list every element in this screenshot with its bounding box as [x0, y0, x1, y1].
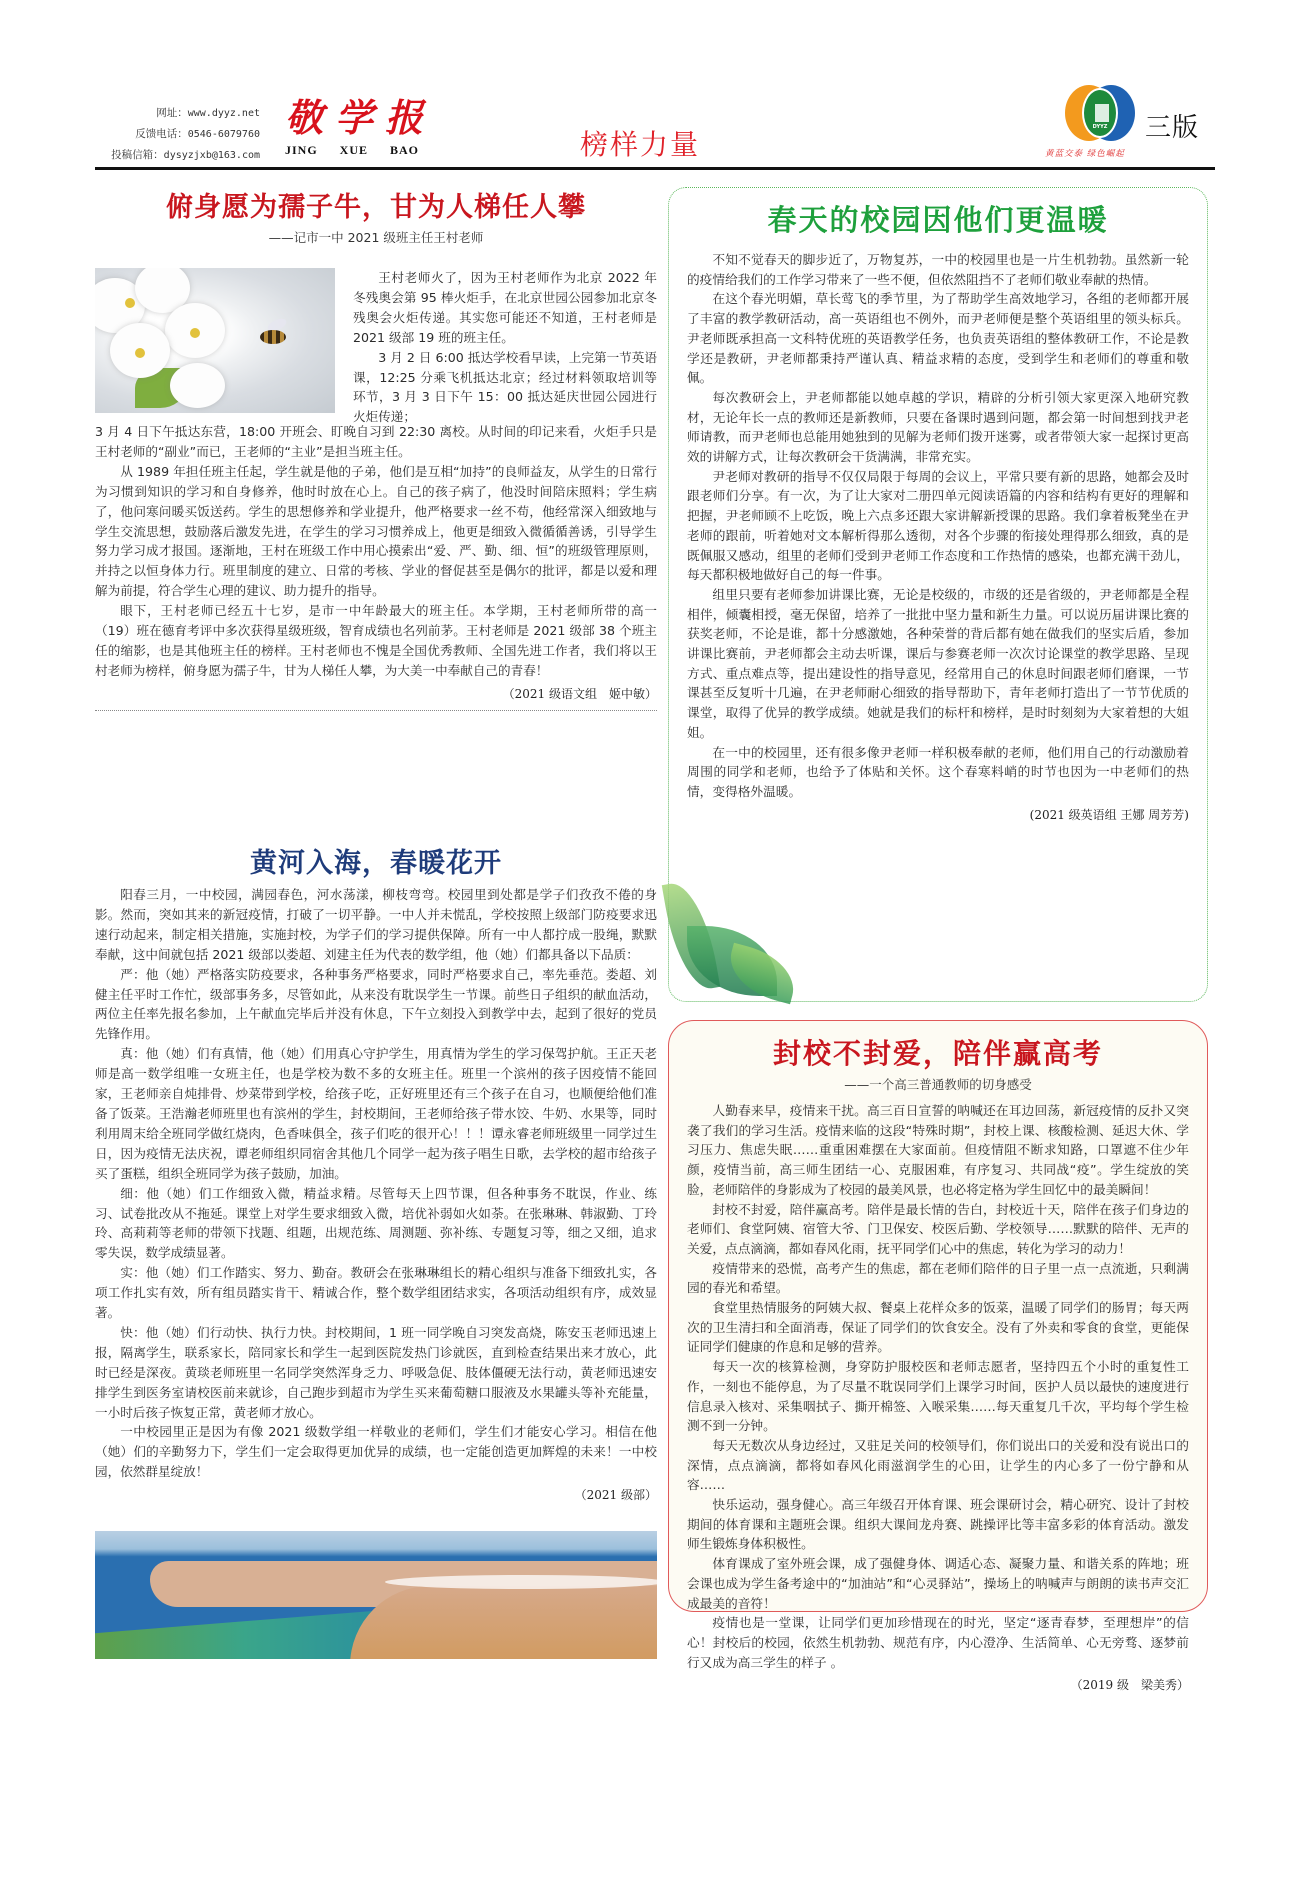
paragraph: 在一中的校园里，还有很多像尹老师一样积极奉献的老师，他们用自己的行动激励着周围的同学和老师，也给予了体贴和关怀。这个春寒料峭的时节也因为一中老师们的热情，变得格外温暖。 — [687, 744, 1189, 799]
logo-text: DYYZ — [1092, 124, 1108, 130]
bee-icon — [260, 330, 286, 344]
paragraph: 3 月 2 日 6:00 抵达学校看早读，上完第一节英语课，12:25 分乘飞机抵达北京；经过材料领取培训等环节，3 月 3 日下午 15：00 抵达延庆世园公园进行火炬传递； — [353, 349, 657, 425]
paragraph: 从 1989 年担任班主任起，学生就是他的子弟，他们是互相“加持”的良师益友，从学生的日常行为习惯到知识的学习和自身修养，他时时放在心上。自己的孩子病了，他没时间陪床照料；学生病了，他问寒问暖买饭送药。学生的思想修养和学业提升，他严格要求一丝不苟，他经常深入细致地与学生交流思想，鼓励落后激发先进，在学生的学习习惯养成上，他更是细致入微循循善诱，引导学生努力学习成才报国。逐渐地，王村在班级工作中用心摸索出“爱、严、勤、细、恒”的班级管理原则，并持之以恒身体力行。班里制度的建立、日常的考核、学业的督促甚至是偶尔的批评，都是以爱和理解为前提，符合学生心理的建议、助力提升的指导。 — [95, 463, 657, 599]
article-spring-campus — [668, 187, 1208, 1002]
newspaper-pinyin: JING XUE BAO — [285, 143, 420, 157]
article-byline: (2021 级英语组 王娜 周芳芳) — [1029, 807, 1189, 822]
paragraph: 阳春三月，一中校园，满园春色，河水荡漾，柳枝弯弯。校园里到处都是学子们孜孜不倦的身影。然而，突如其来的新冠疫情，打破了一切平静。一中人并未慌乱，学校按照上级部门防疫要求迅速行动起来，制定相关措施，实施封校，为学子们的学习提供保障。所有一中人都拧成一股绳，默默奉献，这中间就包括 2021 级部以娄超、刘建主任为代表的数学组，他（她）们都具备以下品质： — [95, 887, 657, 962]
article-title: 封校不封爱，陪伴赢高考 — [772, 1037, 1103, 1070]
section-divider — [95, 710, 657, 711]
school-logo-icon — [1065, 85, 1135, 143]
article-title: 春天的校园因他们更温暖 — [767, 203, 1109, 237]
petal-shape — [170, 363, 225, 408]
paragraph: 在这个春光明媚，草长莺飞的季节里，为了帮助学生高效地学习，各组的老师都开展了丰富的教学教研活动，高一英语组也不例外，而尹老师便是整个英语组里的领头标兵。尹老师既承担高一文科特优班的英语教学任务，也负责英语组的整体教研工作，不论是教学还是教研，尹老师都秉持严谨认真、精益求精的态度，受到学生和老师们的尊重和敬佩。 — [687, 291, 1189, 386]
building-icon — [1095, 104, 1109, 122]
section-title: 榜样力量 — [580, 128, 701, 161]
paragraph: 一中校园里正是因为有像 2021 级数学组一样敬业的老师们，学生们才能安心学习。相信在他（她）们的辛勤努力下，学生们一定会取得更加优异的成绩，也一定能创造更加辉煌的未来！一中校园，依然群星绽放！ — [95, 1424, 657, 1480]
stamen-shape — [125, 298, 135, 308]
paragraph: 王村老师火了，因为王村老师作为北京 2022 年冬残奥会第 95 棒火炬手，在北京世园公园参加北京冬残奥会火炬传递。其实您可能还不知道，王村老师是 2021 级部 19 班的班主任。 — [353, 270, 657, 345]
page-number: 三版 — [1145, 113, 1200, 143]
school-motto: 黄蓝交泰 绿色崛起 — [1045, 149, 1125, 159]
paragraph: 尹老师对教研的指导不仅仅局限于每周的会议上，平常只要有新的思路，她都会及时跟老师们分享。有一次，为了让大家对二册四单元阅读语篇的内容和结构有更好的理解和把握，尹老师顾不上吃饭，晚上六点多还跟大家讲解新授课的思路。我们拿着板凳坐在尹老师的跟前，听着她对文本解析得那么透彻，对各个步骤的衔接处理得那么细致，真的是既佩服又感动，组里的老师们受到尹老师工作态度和工作热情的感染，也都充满干劲儿，每天都积极地做好自己的每一件事。 — [687, 468, 1189, 583]
sediment-shape — [350, 1586, 657, 1659]
paragraph: 每天无数次从身边经过，又驻足关问的校领导们，你们说出口的关爱和没有说出口的深情，点点滴滴，都将如春风化雨滋润学生的心田，让学生的内心多了一份宁静和从容…… — [687, 1437, 1189, 1493]
paragraph: 每次教研会上，尹老师都能以她卓越的学识，精辟的分析引领大家更深入地研究教材，无论年长一点的教师还是新教师，只要在备课时遇到问题，都会第一时间想到找尹老师请教，而尹老师也总能用她独到的见解为老师们拨开迷雾，或者带领大家一起探讨更高效的讲解方式，让每次教研会干货满满，非常充实。 — [687, 389, 1189, 465]
flower-bee-photo — [95, 268, 335, 413]
paragraph: 每天一次的核算检测，身穿防护服校医和老师志愿者，坚持四五个小时的重复性工作，一刻也不能停息，为了尽量不耽误同学们上课学习时间，医护人员以最快的速度进行信息录入核对、采集咽拭子、撕开棉签、入喉采集……每天重复几千次，平均每个学生检测不到一分钟。 — [687, 1359, 1189, 1434]
paragraph: 3 月 4 日下午抵达东营，18:00 开班会、盯晚自习到 22:30 离校。从时间的印记来看，火炬手只是王村老师的“副业”而已，王老师的“主业”是担当班主任。 — [95, 424, 657, 459]
article-intro — [95, 268, 657, 425]
yellow-river-estuary-photo — [95, 1531, 657, 1659]
phone-line — [95, 124, 260, 145]
paragraph: 严：他（她）严格落实防疫要求，各种事务严格要求，同时严格要求自己，率先垂范。娄超、刘健主任平时工作忙，级部事务多，尽管如此，从来没有耽误学生一节课。前些日子组织的献血活动，两位主任率先报名参加，上午献血完毕后并没有休息，下午立刻投入到教学中去，起到了很好的党员先锋作用。 — [95, 966, 657, 1042]
paragraph: 细：他（她）们工作细致入微，精益求精。尽管每天上四节课，但各种事务不耽误，作业、练习、试卷批改从不拖延。课堂上对学生要求细致入微，培优补弱如火如荼。在张琳琳、韩淑勤、丁玲玲、高莉莉等老师的带领下找题、组题，出规范练、周测题、弥补练、专题复习等，细之又细，追求零失误，数学成绩显著。 — [95, 1185, 657, 1261]
email-link[interactable]: dysyzjxb@163.com — [163, 150, 260, 161]
article-subtitle: ——记市一中 2021 级班主任王村老师 — [268, 230, 484, 245]
shallow-water-shape — [95, 1609, 395, 1659]
phone-label: 反馈电话： — [135, 128, 188, 140]
logo-green-emblem — [1082, 88, 1118, 138]
stamen-shape — [135, 348, 145, 358]
article-title: 黄河入海，春暖花开 — [250, 848, 502, 879]
website-label: 网址： — [156, 107, 188, 119]
article-lockdown-love — [668, 1020, 1208, 1693]
plant-decoration-icon — [667, 871, 817, 1001]
masthead-divider — [95, 167, 1215, 170]
paragraph: 疫情也是一堂课，让同学们更加珍惜现在的时光，坚定“逐青春梦，至理想岸”的信心！封校后的校园，依然生机勃勃、规范有序，内心澄净、生活简单、心无旁骛、逐梦前行又成为高三学生的样子 。 — [687, 1615, 1189, 1670]
article-title: 俯身愿为孺子牛，甘为人梯任人攀 — [166, 192, 586, 223]
leaf-shape — [662, 878, 720, 993]
website-link[interactable]: www.dyyz.net — [187, 108, 260, 119]
article-subtitle: ——一个高三普通教师的切身感受 — [844, 1077, 1032, 1092]
leaf-shape — [687, 926, 777, 996]
article-yellow-river — [95, 845, 657, 1659]
stamen-shape — [190, 328, 200, 338]
paragraph: 体育课成了室外班会课，成了强健身体、调适心态、凝聚力量、和谐关系的阵地；班会课也成为学生备考途中的“加油站”和“心灵驿站”，操场上的呐喊声与朗朗的读书声交汇成最美的音符！ — [687, 1556, 1189, 1611]
phone-number: 0546-6079760 — [187, 129, 260, 140]
paragraph: 人勤春来早，疫情来干扰。高三百日宣誓的呐喊还在耳边回荡，新冠疫情的反扑又突袭了我们的学习生活。疫情来临的这段“特殊时期”，封校上课、核酸检测、延迟大休、学习压力、焦虑失眠……重重困难摆在大家面前。但疫情阻不断求知路，口罩遮不住少年颜，疫情当前，高三师生团结一心、克服困难，有序复习、共同战“疫”。学生绽放的笑脸，老师陪伴的身影成为了校园的最美风景，也必将定格为学生回忆中的最美瞬间！ — [687, 1103, 1189, 1197]
paragraph: 快乐运动，强身健心。高三年级召开体育课、班会课研讨会，精心研究、设计了封校期间的体育课和主题班会课。组织大课间龙舟赛、跳操评比等丰富多彩的体育活动。激发师生锻炼身体积极性。 — [687, 1497, 1189, 1552]
newspaper-title: 敬学报 — [285, 95, 436, 140]
paragraph: 真：他（她）们有真情，他（她）们用真心守护学生，用真情为学生的学习保驾护航。王正天老师是高一数学组唯一女班主任，也是学校为数不多的女班主任。班里一个滨州的孩子因疫情不能回家，王老师亲自炖排骨、炒菜带到学校，给孩子吃，正好班里还有三个孩子在自习，也顺便给他们准备了饭菜。王浩瀚老师班里也有滨州的学生，封校期间，王老师给孩子带水饺、牛奶、水果等，同时利用周末给全班同学做红烧肉，色香味俱全，孩子们吃的很开心！！！谭永睿老师班级里一同学过生日，因为疫情无法庆祝，谭老师组织同宿舍其他几个同学一起为孩子唱生日歌，去学校的超市给孩子买了蛋糕，组织全班同学为孩子鼓励，加油。 — [95, 1046, 657, 1181]
paragraph: 实：他（她）们工作踏实、努力、勤奋。教研会在张琳琳组长的精心组织与准备下细致扎实，各项工作扎实有效，所有组员踏实肯干、精诚合作，整个数学组团结求实，各项活动组织有序，成效显著。 — [95, 1265, 657, 1321]
paragraph: 快：他（她）们行动快、执行力快。封校期间，1 班一同学晚自习突发高烧，陈安玉老师迅速上报，隔离学生，联系家长，陪同家长和学生一起到医院发热门诊就医，直到检查结果出来才放心，此时已经是深夜。黄琰老师班里一名同学突然浑身乏力、呼吸急促、肢体僵硬无法行动，黄老师迅速安排学生到医务室请校医前来就诊，自己跑步到超市为学生买来葡萄糖口服液及水果罐头等补充能量，一小时后孩子恢复正常，黄老师才放心。 — [95, 1324, 657, 1420]
email-label: 投稿信箱： — [111, 149, 164, 161]
paragraph: 封校不封爱，陪伴赢高考。陪伴是最长情的告白，封校近十天，陪伴在孩子们身边的老师们、食堂阿姨、宿管大爷、门卫保安、校医后勤、学校领导……默默的陪伴、无声的关爱，点点滴滴，都如春风化雨，抚平同学们心中的焦虑，转化为学习的动力！ — [687, 1201, 1189, 1256]
masthead — [95, 95, 1215, 165]
paragraph: 组里只要有老师参加讲课比赛，无论是校级的，市级的还是省级的，尹老师都是全程相伴，倾囊相授，毫无保留，培养了一批批中坚力量和新生力量。可以说历届讲课比赛的获奖老师，不论是谁，都十分感激她，各种荣誉的背后都有她在做我们的坚实后盾，参加讲课比赛前，尹老师都会主动去听课，课后与参赛老师一次次讨论课堂的教学思路、呈现方式、重点难点等，提出建设性的指导意见，经常用自己的休息时间跟老师们磨课，一节课甚至反复听十几遍，在尹老师耐心细致的指导帮助下，青年老师打造出了一节节优质的课堂，取得了优异的教学成绩。她就是我们的标杆和榜样，是时时刻刻为大家着想的大姐姐。 — [687, 586, 1189, 740]
email-line — [95, 145, 260, 166]
paragraph: 疫情带来的恐慌，高考产生的焦虑，都在老师们陪伴的日子里一点一点流逝，只剩满园的春光和希望。 — [687, 1260, 1189, 1296]
leaf-shape — [722, 943, 801, 1005]
article-teacher-wangcun — [95, 190, 657, 711]
article-byline: （2021 级部） — [574, 1488, 657, 1503]
paragraph: 食堂里热情服务的阿姨大叔、餐桌上花样众多的饭菜，温暖了同学们的肠胃；每天两次的卫生清扫和全面消毒，保证了同学们的饮食安全。没有了外卖和零食的食堂，更能保证同学们健康的作息和足够的营养。 — [687, 1300, 1189, 1355]
paragraph: 眼下，王村老师已经五十七岁，是市一中年龄最大的班主任。本学期，王村老师所带的高一（19）班在德育考评中多次获得星级班级，智育成绩也名列前茅。王村老师是 2021 级部 38 个班主任的缩影，也是其他班主任的榜样。王村老师也不愧是全国优秀教师、全国先进工作者，我们将以王村老师为榜样，俯身愿为孺子牛，甘为人梯任人攀，为大美一中奉献自己的青春！ — [95, 603, 657, 678]
paragraph: 不知不觉春天的脚步近了，万物复苏，一中的校园里也是一片生机勃勃。虽然新一轮的疫情给我们的工作学习带来了一些不便，但依然阻挡不了老师们敬业奉献的热情。 — [687, 252, 1189, 287]
website-line — [95, 103, 260, 124]
intro-text — [353, 268, 657, 427]
article-byline: （2019 级 梁美秀） — [1070, 1678, 1189, 1693]
contact-info — [95, 103, 260, 166]
article-byline: （2021 级语文组 姬中敏） — [502, 686, 657, 701]
